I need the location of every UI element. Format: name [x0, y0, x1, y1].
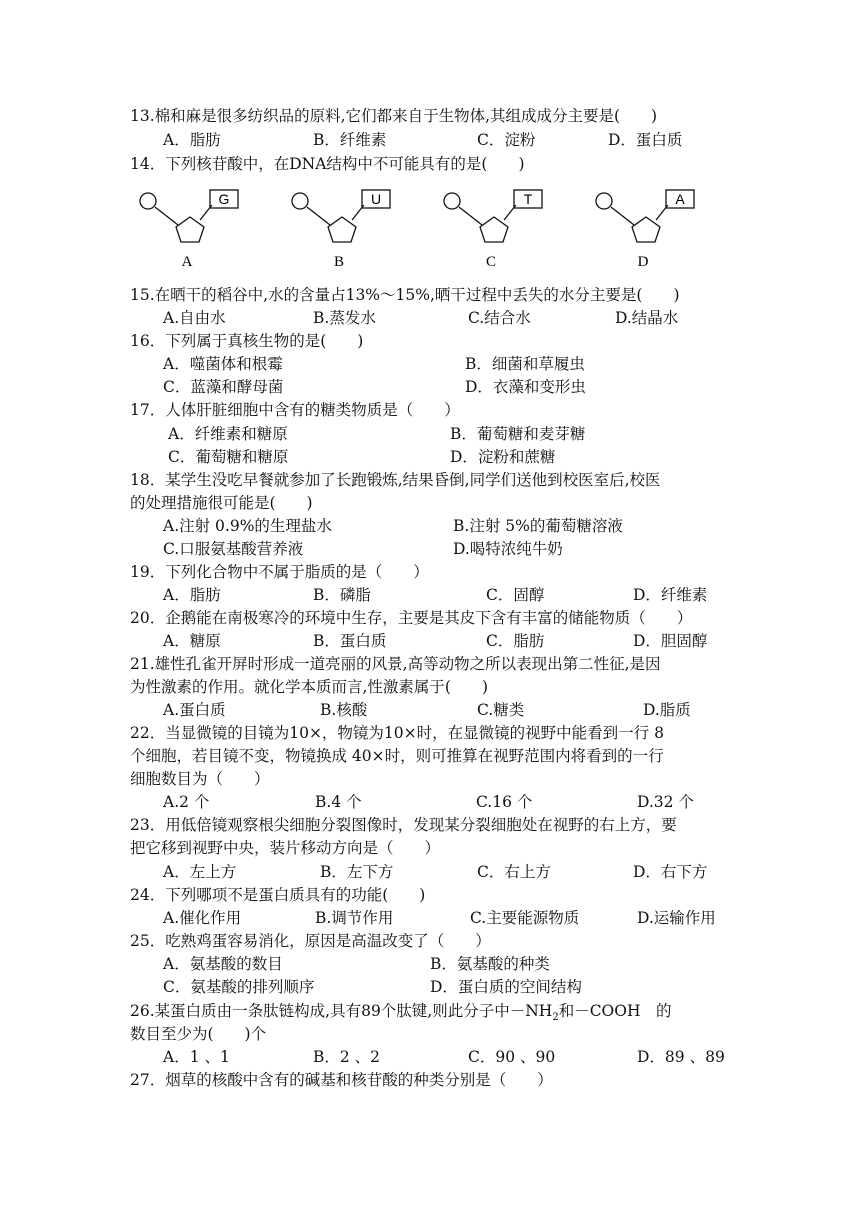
- q18-option-d: D.喝特浓纯牛奶: [453, 540, 563, 558]
- nucleotide-c-base: T: [523, 191, 533, 207]
- q22-stem-line2: 个细胞，若目镜不变，物镜换成 40×时，则可推算在视野范围内将看到的一行: [130, 747, 664, 765]
- q19-option-b: B．磷脂: [313, 586, 371, 604]
- q17-option-c: C．葡萄糖和糖原: [168, 448, 289, 466]
- q22-stem-line3: 细胞数目为（ ）: [130, 770, 270, 788]
- q19-option-a: A．脂肪: [163, 586, 221, 604]
- q22-stem-line1: 22．当显微镜的目镜为10×，物镜为10×时，在显微镜的视野中能看到一行 8: [130, 724, 664, 742]
- q18-stem-line2: 的处理措施很可能是( ): [130, 494, 313, 512]
- q17-option-d: D．淀粉和蔗糖: [450, 448, 556, 466]
- q20-option-a: A．糖原: [163, 632, 221, 650]
- nucleotide-a-label: A: [181, 254, 193, 270]
- nucleotide-d: [596, 190, 694, 270]
- q25-option-b: B．氨基酸的种类: [430, 955, 550, 973]
- q26-option-c: C．90 、90: [468, 1048, 556, 1066]
- q25-stem: 25．吃熟鸡蛋容易消化，原因是高温改变了（ ）: [130, 932, 491, 950]
- q16-option-b: B．细菌和草履虫: [465, 355, 585, 373]
- q26-option-d: D．89 、89: [637, 1048, 725, 1066]
- q13-option-c: C．淀粉: [477, 131, 536, 149]
- q24-stem: 24．下列哪项不是蛋白质具有的功能( ): [130, 886, 426, 904]
- nucleotide-b: [292, 190, 390, 270]
- q13-option-b: B．纤维素: [313, 131, 387, 149]
- q21-stem-line1: 21.雄性孔雀开屏时形成一道亮丽的风景,高等动物之所以表现出第二性征,是因: [130, 655, 661, 673]
- q15-option-c: C.结合水: [468, 309, 531, 327]
- q23-stem-line1: 23．用低倍镜观察根尖细胞分裂图像时，发现某分裂细胞处在视野的右上方，要: [130, 816, 677, 834]
- q24-option-b: B.调节作用: [315, 909, 394, 927]
- q18-stem-line1: 18．某学生没吃早餐就参加了长跑锻炼,结果昏倒,同学们送他到校医室后,校医: [130, 471, 661, 489]
- q21-option-b: B.核酸: [320, 701, 368, 719]
- nucleotide-diagrams: [130, 180, 730, 275]
- q25-option-c: C．氨基酸的排列顺序: [163, 978, 315, 996]
- q24-option-a: A.催化作用: [163, 909, 242, 927]
- q18-option-b: B.注射 5%的葡萄糖溶液: [453, 517, 623, 535]
- nucleotide-b-label: B: [333, 254, 345, 270]
- q21-option-c: C.糖类: [477, 701, 525, 719]
- q15-option-b: B.蒸发水: [313, 309, 376, 327]
- q20-option-b: B．蛋白质: [313, 632, 387, 650]
- q26-subscript: 2: [552, 1012, 559, 1024]
- q20-stem: 20．企鹅能在南极寒冷的环境中生存，主要是其皮下含有丰富的储能物质（ ）: [130, 609, 693, 627]
- q23-stem-line2: 把它移到视野中央，装片移动方向是（ ）: [130, 839, 441, 857]
- nucleotide-c: [444, 190, 542, 270]
- q22-option-b: B.4 个: [315, 793, 362, 811]
- q19-stem: 19．下列化合物中不属于脂质的是（ ）: [130, 563, 429, 581]
- q15-stem: 15.在晒干的稻谷中,水的含量占13%～15%,晒干过程中丢失的水分主要是( ): [130, 286, 680, 304]
- q26-stem-line2: 数目至少为( )个: [130, 1025, 267, 1043]
- q13-option-a: A．脂肪: [163, 131, 221, 149]
- q23-option-b: B．左下方: [320, 863, 394, 881]
- q25-option-d: D．蛋白质的空间结构: [430, 978, 582, 996]
- q25-option-a: A．氨基酸的数目: [163, 955, 283, 973]
- q23-option-a: A．左上方: [163, 863, 237, 881]
- q23-option-c: C．右上方: [477, 863, 551, 881]
- q15-option-a: A.自由水: [163, 309, 226, 327]
- q17-stem: 17．人体肝脏细胞中含有的糖类物质是（ ）: [130, 401, 460, 419]
- q23-option-d: D．右下方: [633, 863, 708, 881]
- q20-option-d: D．胆固醇: [633, 632, 708, 650]
- q27-stem: 27．烟草的核酸中含有的碱基和核苷酸的种类分别是（ ）: [130, 1071, 553, 1089]
- q13-option-d: D．蛋白质: [608, 131, 683, 149]
- q21-option-a: A.蛋白质: [163, 701, 226, 719]
- q17-option-a: A．纤维素和糖原: [168, 425, 288, 443]
- q26-option-a: A．1 、1: [163, 1048, 230, 1066]
- q22-option-d: D.32 个: [637, 793, 694, 811]
- q26-stem-part2: 和－COOH 的: [558, 1002, 672, 1020]
- q19-option-c: C．固醇: [486, 586, 545, 604]
- q21-option-d: D.脂质: [643, 701, 691, 719]
- nucleotide-b-base: U: [370, 191, 382, 207]
- nucleotide-d-base: A: [675, 191, 685, 207]
- q15-option-d: D.结晶水: [615, 309, 679, 327]
- q24-option-d: D.运输作用: [637, 909, 716, 927]
- q16-option-c: C．蓝藻和酵母菌: [163, 378, 284, 396]
- q26-stem-part1: 26.某蛋白质由一条肽链构成,具有89个肽键,则此分子中－NH: [130, 1002, 553, 1020]
- q16-option-a: A．噬菌体和根霉: [163, 355, 283, 373]
- q19-option-d: D．纤维素: [633, 586, 708, 604]
- q14-stem: 14．下列核苷酸中，在DNA结构中不可能具有的是( ): [130, 155, 525, 173]
- q13-stem: 13.棉和麻是很多纺织品的原料,它们都来自于生物体,其组成成分主要是( ): [130, 107, 658, 125]
- q16-option-d: D．衣藻和变形虫: [465, 378, 586, 396]
- q24-option-c: C.主要能源物质: [470, 909, 580, 927]
- q22-option-a: A.2 个: [163, 793, 210, 811]
- q26-option-b: B．2 、2: [313, 1048, 381, 1066]
- q22-option-c: C.16 个: [476, 793, 533, 811]
- q20-option-c: C．脂肪: [486, 632, 545, 650]
- q17-option-b: B．葡萄糖和麦芽糖: [450, 425, 586, 443]
- q18-option-a: A.注射 0.9%的生理盐水: [163, 517, 332, 535]
- q16-stem: 16．下列属于真核生物的是( ): [130, 332, 364, 350]
- nucleotide-a-base: G: [218, 191, 230, 207]
- nucleotide-d-label: D: [637, 254, 649, 270]
- nucleotide-a: [140, 190, 238, 270]
- nucleotide-c-label: C: [485, 254, 497, 270]
- q21-stem-line2: 为性激素的作用。就化学本质而言,性激素属于( ): [130, 678, 489, 696]
- q18-option-c: C.口服氨基酸营养液: [163, 540, 304, 558]
